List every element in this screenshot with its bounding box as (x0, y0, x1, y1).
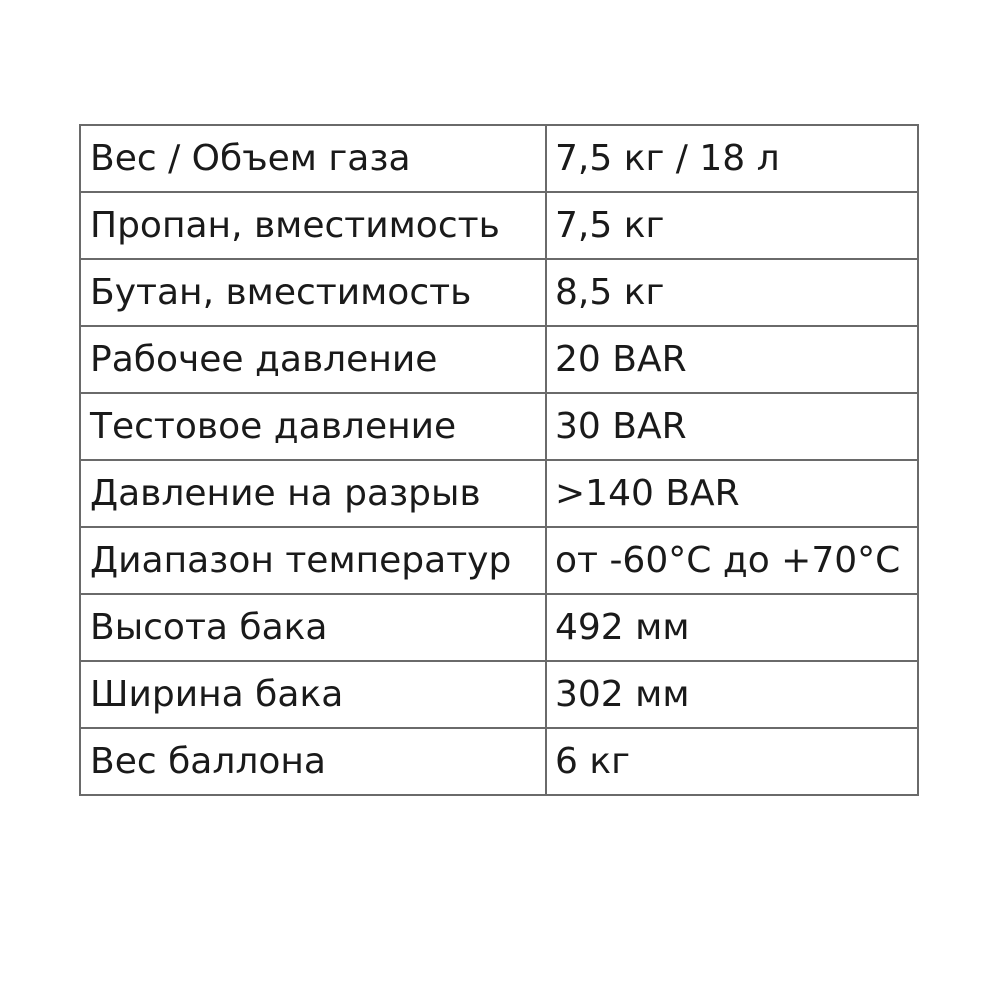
row-label: Рабочее давление (80, 326, 546, 393)
row-value: 30 BAR (546, 393, 918, 460)
table-row (80, 326, 918, 393)
spec-table-container (79, 124, 917, 796)
row-value: 302 мм (546, 661, 918, 728)
row-value: 6 кг (546, 728, 918, 795)
row-value: >140 BAR (546, 460, 918, 527)
row-value: от -60°C до +70°C (546, 527, 918, 594)
spec-table (79, 124, 919, 796)
row-label: Пропан, вместимость (80, 192, 546, 259)
table-row (80, 527, 918, 594)
row-value: 7,5 кг (546, 192, 918, 259)
row-label: Бутан, вместимость (80, 259, 546, 326)
row-label: Вес баллона (80, 728, 546, 795)
table-row (80, 661, 918, 728)
table-row (80, 393, 918, 460)
table-row (80, 728, 918, 795)
table-row (80, 192, 918, 259)
row-value: 8,5 кг (546, 259, 918, 326)
row-label: Вес / Объем газа (80, 125, 546, 192)
row-value: 7,5 кг / 18 л (546, 125, 918, 192)
row-label: Давление на разрыв (80, 460, 546, 527)
row-label: Тестовое давление (80, 393, 546, 460)
row-label: Диапазон температур (80, 527, 546, 594)
row-label: Ширина бака (80, 661, 546, 728)
table-row (80, 594, 918, 661)
row-value: 20 BAR (546, 326, 918, 393)
table-row (80, 460, 918, 527)
row-label: Высота бака (80, 594, 546, 661)
table-row (80, 125, 918, 192)
table-row (80, 259, 918, 326)
row-value: 492 мм (546, 594, 918, 661)
